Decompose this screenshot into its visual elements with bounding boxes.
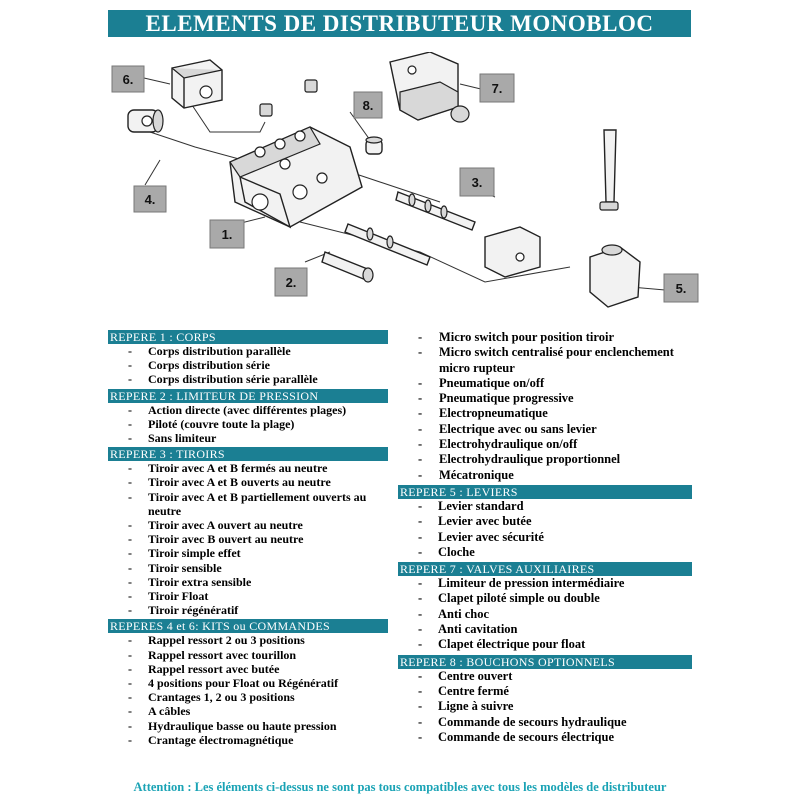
section-title: REPERE 3 : TIROIRS: [108, 447, 388, 461]
list-item: - Electrique avec ou sans levier: [398, 422, 692, 437]
list-item: - Tiroir avec A et B fermés au neutre: [108, 461, 388, 475]
list-item: - Anti choc: [398, 607, 692, 622]
list-item: - Tiroir extra sensible: [108, 575, 388, 589]
list-item: - Levier avec butée: [398, 514, 692, 529]
list-item: - Rappel ressort 2 ou 3 positions: [108, 633, 388, 647]
part-5-lever: [590, 130, 640, 307]
list-item: - Rappel ressort avec butée: [108, 662, 388, 676]
list-item: - Centre fermé: [398, 684, 692, 699]
list-item: - Clapet électrique pour float: [398, 637, 692, 652]
list-item: - Levier standard: [398, 499, 692, 514]
list-item: - Tiroir régénératif: [108, 603, 388, 617]
list-item: - Corps distribution série parallèle: [108, 372, 388, 386]
list-item: - Anti cavitation: [398, 622, 692, 637]
list-item: - Cloche: [398, 545, 692, 560]
list-item: - Limiteur de pression intermédiaire: [398, 576, 692, 591]
list-item: - Hydraulique basse ou haute pression: [108, 719, 388, 733]
list-item: - Tiroir avec A ouvert au neutre: [108, 518, 388, 532]
svg-text:7.: 7.: [491, 81, 503, 96]
spool-cap-block: [485, 227, 540, 277]
exploded-diagram: [100, 52, 700, 322]
svg-text:3.: 3.: [471, 175, 483, 190]
list-item: - Pneumatique progressive: [398, 391, 692, 406]
section-repere-2: [108, 389, 388, 446]
tag-2: [275, 268, 307, 296]
list-item: - Crantage électromagnétique: [108, 733, 388, 747]
list-item: - Sans limiteur: [108, 431, 388, 445]
svg-text:5.: 5.: [675, 281, 687, 296]
svg-text:4.: 4.: [144, 192, 156, 207]
section-list: [108, 461, 388, 617]
tag-6: [112, 66, 144, 92]
list-item: - Rappel ressort avec tourillon: [108, 648, 388, 662]
section-list: [398, 669, 692, 745]
section-list: [398, 330, 692, 483]
svg-text:6.: 6.: [122, 72, 134, 87]
list-item: - Micro switch pour position tiroir: [398, 330, 692, 345]
tag-1: [210, 220, 244, 248]
attention-note: Attention : Les éléments ci-dessus ne sont pas tous compatibles avec tous les modèles de distributeur: [133, 780, 667, 794]
part-2-relief: [322, 252, 373, 282]
list-item: - Electrohydraulique proportionnel: [398, 452, 692, 467]
tag-3: [460, 168, 494, 196]
list-item: - Electropneumatique: [398, 406, 692, 421]
list-item: - A câbles: [108, 704, 388, 718]
section-title: REPERE 5 : LEVIERS: [398, 485, 692, 499]
list-item: - Corps distribution parallèle: [108, 344, 388, 358]
list-item: - Tiroir sensible: [108, 561, 388, 575]
list-item: - Mécatronique: [398, 468, 692, 483]
section-repere-7: [398, 562, 692, 652]
section-title: REPERE 7 : VALVES AUXILIAIRES: [398, 562, 692, 576]
left-column: [108, 330, 388, 749]
tag-7: [480, 74, 514, 102]
commands-continuation: [398, 330, 692, 483]
section-list: [108, 403, 388, 446]
svg-text:2.: 2.: [285, 275, 297, 290]
section-title: REPERE 1 : CORPS: [108, 330, 388, 344]
section-repere-5: [398, 485, 692, 560]
list-item: - Crantages 1, 2 ou 3 positions: [108, 690, 388, 704]
part-8-plug: [366, 137, 382, 154]
list-item: - Centre ouvert: [398, 669, 692, 684]
spool-parts: [345, 192, 475, 265]
tag-5: [664, 274, 698, 302]
section-reperes-4-6: [108, 619, 388, 747]
section-repere-8: [398, 655, 692, 745]
section-title: REPERES 4 et 6: KITS ou COMMANDES: [108, 619, 388, 633]
list-item: - Ligne à suivre: [398, 699, 692, 714]
list-item: - Clapet piloté simple ou double: [398, 591, 692, 606]
svg-text:8.: 8.: [362, 98, 374, 113]
list-item: - Action directe (avec différentes plages): [108, 403, 388, 417]
part-1-body: [230, 80, 362, 227]
part-4-cylinder: [128, 110, 163, 132]
page-title: ELEMENTS DE DISTRIBUTEUR MONOBLOC: [108, 10, 691, 37]
section-title: REPERE 8 : BOUCHONS OPTIONNELS: [398, 655, 692, 669]
tag-8: [354, 92, 382, 118]
list-item: - Corps distribution série: [108, 358, 388, 372]
section-title: REPERE 2 : LIMITEUR DE PRESSION: [108, 389, 388, 403]
right-column: [398, 330, 692, 747]
section-list: [108, 633, 388, 747]
tag-4: [134, 186, 166, 212]
section-repere-1: [108, 330, 388, 387]
list-item: - 4 positions pour Float ou Régénératif: [108, 676, 388, 690]
list-item: - Tiroir avec A et B partiellement ouverts au neutre: [108, 490, 388, 518]
list-item: - Tiroir avec B ouvert au neutre: [108, 532, 388, 546]
list-item: - Tiroir Float: [108, 589, 388, 603]
list-item: - Micro switch centralisé pour enclenchement micro rupteur: [398, 345, 692, 376]
list-item: - Piloté (couvre toute la plage): [108, 417, 388, 431]
list-item: - Commande de secours hydraulique: [398, 715, 692, 730]
list-item: - Tiroir simple effet: [108, 546, 388, 560]
list-item: - Levier avec sécurité: [398, 530, 692, 545]
svg-text:1.: 1.: [221, 227, 233, 242]
section-list: [398, 499, 692, 560]
section-repere-3: [108, 447, 388, 617]
list-item: - Pneumatique on/off: [398, 376, 692, 391]
list-item: - Tiroir avec A et B ouverts au neutre: [108, 475, 388, 489]
part-6-block: [172, 60, 222, 108]
list-item: - Electrohydraulique on/off: [398, 437, 692, 452]
section-list: [398, 576, 692, 652]
part-7-valve: [390, 52, 469, 122]
list-item: - Commande de secours électrique: [398, 730, 692, 745]
section-list: [108, 344, 388, 387]
